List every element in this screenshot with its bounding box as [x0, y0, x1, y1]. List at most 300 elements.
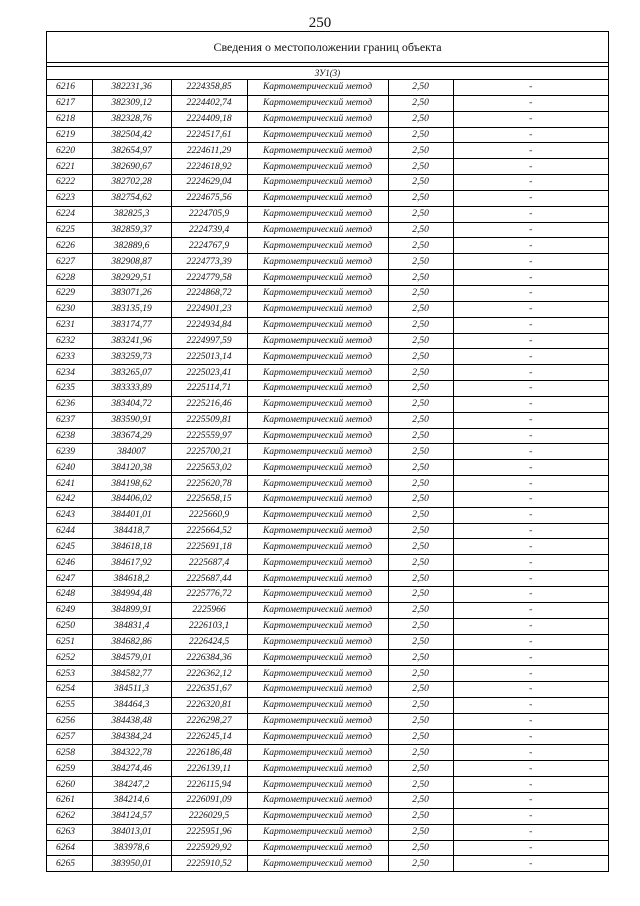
point-number-cell: 6233 [47, 349, 92, 365]
y-coordinate-cell: 2224618,92 [171, 159, 247, 175]
x-coordinate-cell: 383259,73 [92, 349, 171, 365]
description-cell: - [453, 111, 608, 127]
x-coordinate-cell: 382825,3 [92, 206, 171, 222]
table-row [47, 713, 608, 729]
x-coordinate-cell: 384124,57 [92, 808, 171, 824]
x-coordinate-cell: 383174,77 [92, 317, 171, 333]
x-coordinate-cell: 384438,48 [92, 713, 171, 729]
method-cell: Картометрический метод [247, 285, 388, 301]
y-coordinate-cell: 2225700,21 [171, 444, 247, 460]
y-coordinate-cell: 2226091,09 [171, 792, 247, 808]
description-cell: - [453, 792, 608, 808]
description-cell: - [453, 808, 608, 824]
table-row [47, 111, 608, 127]
y-coordinate-cell: 2226029,5 [171, 808, 247, 824]
y-coordinate-cell: 2225687,44 [171, 571, 247, 587]
point-number-cell: 6256 [47, 713, 92, 729]
description-cell: - [453, 729, 608, 745]
method-cell: Картометрический метод [247, 127, 388, 143]
y-coordinate-cell: 2225966 [171, 602, 247, 618]
method-cell: Картометрический метод [247, 349, 388, 365]
y-coordinate-cell: 2224402,74 [171, 95, 247, 111]
accuracy-cell: 2,50 [388, 365, 453, 381]
x-coordinate-cell: 383590,91 [92, 412, 171, 428]
y-coordinate-cell: 2225559,97 [171, 428, 247, 444]
method-cell: Картометрический метод [247, 682, 388, 698]
method-cell: Картометрический метод [247, 713, 388, 729]
table-row [47, 175, 608, 191]
table-row [47, 238, 608, 254]
method-cell: Картометрический метод [247, 507, 388, 523]
description-cell: - [453, 95, 608, 111]
y-coordinate-cell: 2224629,04 [171, 175, 247, 191]
method-cell: Картометрический метод [247, 792, 388, 808]
table-row [47, 301, 608, 317]
description-cell: - [453, 444, 608, 460]
method-cell: Картометрический метод [247, 238, 388, 254]
accuracy-cell: 2,50 [388, 238, 453, 254]
point-number-cell: 6237 [47, 412, 92, 428]
accuracy-cell: 2,50 [388, 175, 453, 191]
point-number-cell: 6232 [47, 333, 92, 349]
accuracy-cell: 2,50 [388, 824, 453, 840]
x-coordinate-cell: 384617,92 [92, 555, 171, 571]
y-coordinate-cell: 2226320,81 [171, 697, 247, 713]
table-row [47, 444, 608, 460]
method-cell: Картометрический метод [247, 190, 388, 206]
method-cell: Картометрический метод [247, 824, 388, 840]
point-number-cell: 6222 [47, 175, 92, 191]
x-coordinate-cell: 384406,02 [92, 491, 171, 507]
accuracy-cell: 2,50 [388, 571, 453, 587]
method-cell: Картометрический метод [247, 381, 388, 397]
description-cell: - [453, 159, 608, 175]
table-row [47, 650, 608, 666]
description-cell: - [453, 238, 608, 254]
table-row [47, 587, 608, 603]
point-number-cell: 6241 [47, 476, 92, 492]
point-number-cell: 6251 [47, 634, 92, 650]
accuracy-cell: 2,50 [388, 460, 453, 476]
method-cell: Картометрический метод [247, 301, 388, 317]
accuracy-cell: 2,50 [388, 317, 453, 333]
method-cell: Картометрический метод [247, 697, 388, 713]
y-coordinate-cell: 2226298,27 [171, 713, 247, 729]
accuracy-cell: 2,50 [388, 682, 453, 698]
y-coordinate-cell: 2224409,18 [171, 111, 247, 127]
y-coordinate-cell: 2225910,52 [171, 856, 247, 871]
x-coordinate-cell: 384831,4 [92, 618, 171, 634]
method-cell: Картометрический метод [247, 270, 388, 286]
y-coordinate-cell: 2224739,4 [171, 222, 247, 238]
method-cell: Картометрический метод [247, 745, 388, 761]
y-coordinate-cell: 2225691,18 [171, 539, 247, 555]
x-coordinate-cell: 382908,87 [92, 254, 171, 270]
description-cell: - [453, 602, 608, 618]
table-row [47, 539, 608, 555]
x-coordinate-cell: 384899,91 [92, 602, 171, 618]
method-cell: Картометрический метод [247, 523, 388, 539]
description-cell: - [453, 317, 608, 333]
y-coordinate-cell: 2224934,84 [171, 317, 247, 333]
method-cell: Картометрический метод [247, 618, 388, 634]
table-row [47, 824, 608, 840]
accuracy-cell: 2,50 [388, 270, 453, 286]
table-row [47, 697, 608, 713]
x-coordinate-cell: 383674,29 [92, 428, 171, 444]
table-row [47, 555, 608, 571]
point-number-cell: 6262 [47, 808, 92, 824]
point-number-cell: 6244 [47, 523, 92, 539]
table-row [47, 412, 608, 428]
method-cell: Картометрический метод [247, 539, 388, 555]
method-cell: Картометрический метод [247, 396, 388, 412]
point-number-cell: 6249 [47, 602, 92, 618]
y-coordinate-cell: 2225929,92 [171, 840, 247, 856]
x-coordinate-cell: 384247,2 [92, 777, 171, 793]
x-coordinate-cell: 384007 [92, 444, 171, 460]
y-coordinate-cell: 2226424,5 [171, 634, 247, 650]
method-cell: Картометрический метод [247, 175, 388, 191]
y-coordinate-cell: 2224868,72 [171, 285, 247, 301]
x-coordinate-cell: 382231,36 [92, 80, 171, 95]
method-cell: Картометрический метод [247, 777, 388, 793]
table-row [47, 856, 608, 871]
point-number-cell: 6253 [47, 666, 92, 682]
x-coordinate-cell: 383265,07 [92, 365, 171, 381]
table-row [47, 127, 608, 143]
method-cell: Картометрический метод [247, 143, 388, 159]
accuracy-cell: 2,50 [388, 254, 453, 270]
table-row [47, 396, 608, 412]
x-coordinate-cell: 384418,7 [92, 523, 171, 539]
y-coordinate-cell: 2224767,9 [171, 238, 247, 254]
method-cell: Картометрический метод [247, 206, 388, 222]
x-coordinate-cell: 383333,89 [92, 381, 171, 397]
method-cell: Картометрический метод [247, 365, 388, 381]
point-number-cell: 6242 [47, 491, 92, 507]
table-row [47, 222, 608, 238]
y-coordinate-cell: 2224997,59 [171, 333, 247, 349]
description-cell: - [453, 539, 608, 555]
coordinates-table [47, 80, 608, 871]
description-cell: - [453, 143, 608, 159]
method-cell: Картометрический метод [247, 476, 388, 492]
x-coordinate-cell: 384214,6 [92, 792, 171, 808]
x-coordinate-cell: 382929,51 [92, 270, 171, 286]
point-number-cell: 6229 [47, 285, 92, 301]
point-number-cell: 6226 [47, 238, 92, 254]
method-cell: Картометрический метод [247, 159, 388, 175]
accuracy-cell: 2,50 [388, 206, 453, 222]
accuracy-cell: 2,50 [388, 190, 453, 206]
method-cell: Картометрический метод [247, 856, 388, 871]
accuracy-cell: 2,50 [388, 840, 453, 856]
table-row [47, 460, 608, 476]
description-cell: - [453, 301, 608, 317]
point-number-cell: 6216 [47, 80, 92, 95]
y-coordinate-cell: 2225687,4 [171, 555, 247, 571]
point-number-cell: 6254 [47, 682, 92, 698]
point-number-cell: 6236 [47, 396, 92, 412]
point-number-cell: 6239 [47, 444, 92, 460]
description-cell: - [453, 396, 608, 412]
accuracy-cell: 2,50 [388, 285, 453, 301]
point-number-cell: 6260 [47, 777, 92, 793]
accuracy-cell: 2,50 [388, 808, 453, 824]
x-coordinate-cell: 382702,28 [92, 175, 171, 191]
description-cell: - [453, 476, 608, 492]
method-cell: Картометрический метод [247, 571, 388, 587]
point-number-cell: 6252 [47, 650, 92, 666]
method-cell: Картометрический метод [247, 650, 388, 666]
point-number-cell: 6224 [47, 206, 92, 222]
table-row [47, 666, 608, 682]
x-coordinate-cell: 382889,6 [92, 238, 171, 254]
method-cell: Картометрический метод [247, 587, 388, 603]
x-coordinate-cell: 384579,01 [92, 650, 171, 666]
table-row [47, 381, 608, 397]
description-cell: - [453, 127, 608, 143]
y-coordinate-cell: 2225114,71 [171, 381, 247, 397]
x-coordinate-cell: 384511,3 [92, 682, 171, 698]
accuracy-cell: 2,50 [388, 729, 453, 745]
method-cell: Картометрический метод [247, 111, 388, 127]
x-coordinate-cell: 383135,19 [92, 301, 171, 317]
description-cell: - [453, 824, 608, 840]
point-number-cell: 6250 [47, 618, 92, 634]
point-number-cell: 6257 [47, 729, 92, 745]
y-coordinate-cell: 2225620,78 [171, 476, 247, 492]
x-coordinate-cell: 384120,38 [92, 460, 171, 476]
accuracy-cell: 2,50 [388, 602, 453, 618]
point-number-cell: 6223 [47, 190, 92, 206]
description-cell: - [453, 365, 608, 381]
description-cell: - [453, 460, 608, 476]
table-row [47, 618, 608, 634]
method-cell: Картометрический метод [247, 317, 388, 333]
accuracy-cell: 2,50 [388, 476, 453, 492]
accuracy-cell: 2,50 [388, 111, 453, 127]
description-cell: - [453, 507, 608, 523]
accuracy-cell: 2,50 [388, 745, 453, 761]
table-row [47, 840, 608, 856]
table-row [47, 634, 608, 650]
accuracy-cell: 2,50 [388, 143, 453, 159]
description-cell: - [453, 587, 608, 603]
method-cell: Картометрический метод [247, 761, 388, 777]
accuracy-cell: 2,50 [388, 95, 453, 111]
accuracy-cell: 2,50 [388, 412, 453, 428]
accuracy-cell: 2,50 [388, 523, 453, 539]
description-cell: - [453, 349, 608, 365]
method-cell: Картометрический метод [247, 666, 388, 682]
method-cell: Картометрический метод [247, 555, 388, 571]
table-row [47, 745, 608, 761]
method-cell: Картометрический метод [247, 95, 388, 111]
accuracy-cell: 2,50 [388, 349, 453, 365]
description-cell: - [453, 571, 608, 587]
table-row [47, 333, 608, 349]
point-number-cell: 6240 [47, 460, 92, 476]
description-cell: - [453, 682, 608, 698]
point-number-cell: 6219 [47, 127, 92, 143]
method-cell: Картометрический метод [247, 808, 388, 824]
x-coordinate-cell: 384384,24 [92, 729, 171, 745]
table-row [47, 80, 608, 95]
description-cell: - [453, 761, 608, 777]
section-label: ЗУ1(3) [47, 67, 608, 80]
x-coordinate-cell: 384198,62 [92, 476, 171, 492]
accuracy-cell: 2,50 [388, 618, 453, 634]
accuracy-cell: 2,50 [388, 159, 453, 175]
table-row [47, 792, 608, 808]
y-coordinate-cell: 2224773,39 [171, 254, 247, 270]
accuracy-cell: 2,50 [388, 396, 453, 412]
y-coordinate-cell: 2224901,23 [171, 301, 247, 317]
description-cell: - [453, 254, 608, 270]
accuracy-cell: 2,50 [388, 713, 453, 729]
table-row [47, 729, 608, 745]
x-coordinate-cell: 384618,18 [92, 539, 171, 555]
table-row [47, 95, 608, 111]
table-row [47, 507, 608, 523]
table-row [47, 476, 608, 492]
x-coordinate-cell: 382654,97 [92, 143, 171, 159]
point-number-cell: 6235 [47, 381, 92, 397]
y-coordinate-cell: 2226245,14 [171, 729, 247, 745]
y-coordinate-cell: 2225776,72 [171, 587, 247, 603]
description-cell: - [453, 270, 608, 286]
point-number-cell: 6228 [47, 270, 92, 286]
description-cell: - [453, 745, 608, 761]
method-cell: Картометрический метод [247, 428, 388, 444]
y-coordinate-cell: 2226362,12 [171, 666, 247, 682]
table-row [47, 254, 608, 270]
accuracy-cell: 2,50 [388, 666, 453, 682]
y-coordinate-cell: 2224779,58 [171, 270, 247, 286]
accuracy-cell: 2,50 [388, 333, 453, 349]
table-row [47, 206, 608, 222]
point-number-cell: 6263 [47, 824, 92, 840]
table-row [47, 571, 608, 587]
table-row [47, 159, 608, 175]
accuracy-cell: 2,50 [388, 428, 453, 444]
point-number-cell: 6255 [47, 697, 92, 713]
x-coordinate-cell: 383404,72 [92, 396, 171, 412]
x-coordinate-cell: 384401,01 [92, 507, 171, 523]
y-coordinate-cell: 2224358,85 [171, 80, 247, 95]
x-coordinate-cell: 383978,6 [92, 840, 171, 856]
y-coordinate-cell: 2226186,48 [171, 745, 247, 761]
point-number-cell: 6238 [47, 428, 92, 444]
description-cell: - [453, 618, 608, 634]
description-cell: - [453, 666, 608, 682]
x-coordinate-cell: 382690,67 [92, 159, 171, 175]
description-cell: - [453, 523, 608, 539]
description-cell: - [453, 333, 608, 349]
description-cell: - [453, 428, 608, 444]
boundary-table-frame [46, 31, 609, 872]
method-cell: Картометрический метод [247, 602, 388, 618]
point-number-cell: 6230 [47, 301, 92, 317]
accuracy-cell: 2,50 [388, 301, 453, 317]
description-cell: - [453, 840, 608, 856]
table-row [47, 808, 608, 824]
accuracy-cell: 2,50 [388, 539, 453, 555]
x-coordinate-cell: 383241,96 [92, 333, 171, 349]
description-cell: - [453, 713, 608, 729]
method-cell: Картометрический метод [247, 333, 388, 349]
x-coordinate-cell: 383950,01 [92, 856, 171, 871]
method-cell: Картометрический метод [247, 80, 388, 95]
accuracy-cell: 2,50 [388, 444, 453, 460]
description-cell: - [453, 175, 608, 191]
accuracy-cell: 2,50 [388, 792, 453, 808]
method-cell: Картометрический метод [247, 222, 388, 238]
x-coordinate-cell: 382328,76 [92, 111, 171, 127]
method-cell: Картометрический метод [247, 412, 388, 428]
table-row [47, 190, 608, 206]
y-coordinate-cell: 2226139,11 [171, 761, 247, 777]
accuracy-cell: 2,50 [388, 80, 453, 95]
x-coordinate-cell: 383071,26 [92, 285, 171, 301]
y-coordinate-cell: 2226351,67 [171, 682, 247, 698]
y-coordinate-cell: 2225664,52 [171, 523, 247, 539]
description-cell: - [453, 80, 608, 95]
accuracy-cell: 2,50 [388, 777, 453, 793]
method-cell: Картометрический метод [247, 634, 388, 650]
y-coordinate-cell: 2224675,56 [171, 190, 247, 206]
table-row [47, 682, 608, 698]
description-cell: - [453, 190, 608, 206]
x-coordinate-cell: 384582,77 [92, 666, 171, 682]
description-cell: - [453, 555, 608, 571]
method-cell: Картометрический метод [247, 840, 388, 856]
point-number-cell: 6227 [47, 254, 92, 270]
description-cell: - [453, 697, 608, 713]
point-number-cell: 6217 [47, 95, 92, 111]
y-coordinate-cell: 2224611,29 [171, 143, 247, 159]
point-number-cell: 6218 [47, 111, 92, 127]
description-cell: - [453, 491, 608, 507]
accuracy-cell: 2,50 [388, 507, 453, 523]
accuracy-cell: 2,50 [388, 697, 453, 713]
x-coordinate-cell: 382504,42 [92, 127, 171, 143]
description-cell: - [453, 206, 608, 222]
method-cell: Картометрический метод [247, 460, 388, 476]
method-cell: Картометрический метод [247, 729, 388, 745]
accuracy-cell: 2,50 [388, 587, 453, 603]
table-row [47, 761, 608, 777]
table-row [47, 491, 608, 507]
accuracy-cell: 2,50 [388, 491, 453, 507]
point-number-cell: 6225 [47, 222, 92, 238]
y-coordinate-cell: 2226384,36 [171, 650, 247, 666]
table-row [47, 428, 608, 444]
description-cell: - [453, 777, 608, 793]
accuracy-cell: 2,50 [388, 761, 453, 777]
point-number-cell: 6264 [47, 840, 92, 856]
y-coordinate-cell: 2225509,81 [171, 412, 247, 428]
x-coordinate-cell: 384013,01 [92, 824, 171, 840]
y-coordinate-cell: 2225951,96 [171, 824, 247, 840]
accuracy-cell: 2,50 [388, 222, 453, 238]
page-number: 250 [308, 15, 332, 31]
y-coordinate-cell: 2225023,41 [171, 365, 247, 381]
accuracy-cell: 2,50 [388, 634, 453, 650]
description-cell: - [453, 412, 608, 428]
